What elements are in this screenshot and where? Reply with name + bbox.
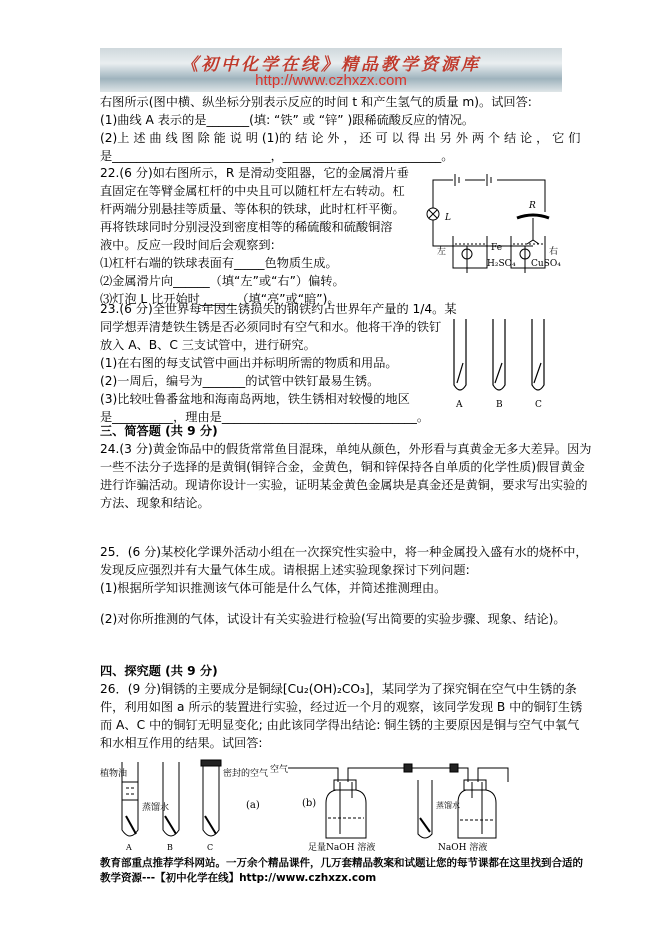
text-line: 直固定在等臂金属杠杆的中央且可以随杠杆左右转动。杠 xyxy=(100,184,405,198)
question-25-part-2: (2)对你所推测的气体，试设计有关实验进行检验(写出简要的实验步骤、现象、结论)。 xyxy=(100,612,566,626)
salt-label: CuSO₄ xyxy=(531,259,561,269)
text-line: 杆两端分别悬挂等质量、等体积的铁球，此时杠杆平衡。 xyxy=(100,202,405,216)
tube-label: A xyxy=(456,400,463,410)
text-line: (2)一周后，编号为_______的试管中铁钉最易生锈。 xyxy=(100,374,380,388)
question-25 xyxy=(100,543,588,597)
lamp-label: L xyxy=(445,213,451,223)
circuit-lever-diagram xyxy=(405,168,565,273)
text-line: 26．(9 分)铜锈的主要成分是铜绿[Cu₂(OH)₂CO₃]，某同学为了探究铜在空气中生锈的条 xyxy=(100,682,577,696)
site-banner xyxy=(100,48,562,92)
text-line: 放入 A、B、C 三支试管中，进行研究。 xyxy=(100,338,316,352)
tube-label: C xyxy=(535,400,542,410)
text-line: 是__________，理由是________________________________。 xyxy=(100,410,430,424)
tube-label: B xyxy=(496,400,503,410)
acid-label: H₂SO₄ xyxy=(487,259,516,269)
text-line: 件，利用如图 a 所示的装置进行实验，经过近一个月的观察，该同学发现 B 中的铜钉生锈 xyxy=(100,700,583,714)
text-line: 23.(6 分)全世界每年因生锈损失的钢铁约占世界年产量的 1/4。某 xyxy=(100,302,457,316)
section-3-heading: 三、简答题 (共 9 分) xyxy=(100,424,218,438)
text-line: 进行诈骗活动。现请你设计一实验，证明某金黄色金属块是真金还是黄铜，要求写出实验的 xyxy=(100,478,588,492)
figure-a-label: (a) xyxy=(246,800,260,811)
text-line: 右图所示(图中横、纵坐标分别表示反应的时间 t 和产生氢气的质量 m)。试回答: xyxy=(100,95,532,109)
sealed-air-label: 密封的空气 xyxy=(223,769,269,779)
text-line: ⑵金属滑片向______（填“左”或“右”）偏转。 xyxy=(100,274,345,288)
text-line: 一些不法分子选择的是黄铜(铜锌合金，金黄色，铜和锌保持各自单质的化学性质)假冒黄金 xyxy=(100,460,585,474)
question-21-continued xyxy=(100,93,580,165)
page-footer xyxy=(100,856,583,886)
section-4-heading: 四、探究题 (共 9 分) xyxy=(100,664,218,678)
banner-title: 《初中化学在线》精品教学资源库 xyxy=(181,55,481,75)
text-line: 25．(6 分)某校化学课外活动小组在一次探究性实验中，将一种金属投入盛有水的烧杯中， xyxy=(100,545,588,559)
text-line: 同学想弄清楚铁生锈是否必须同时有空气和水。他将干净的铁钉 xyxy=(100,320,442,334)
tube-label: A xyxy=(126,843,132,852)
question-26 xyxy=(100,680,582,752)
text-line: 再将铁球同时分别浸没到密度相等的稀硫酸和硫酸铜溶 xyxy=(100,220,393,234)
text-line: 方法、现象和结论。 xyxy=(100,496,210,510)
text-line: ⑴杠杆右端的铁球表面有_____色物质生成。 xyxy=(100,256,338,270)
test-tubes-diagram xyxy=(448,315,558,410)
footer-line: 教学资源---【初中化学在线】http://www.czhxzx.com xyxy=(100,872,377,884)
banner-url: http://www.czhxzx.com xyxy=(255,72,407,89)
left-label: 左 xyxy=(437,247,447,257)
footer-line: 教育部重点推荐学科网站。一万余个精品课件，几万套精品教案和试题让您的每节课都在这里找到合适的 xyxy=(100,857,583,869)
text-line: 是__________________________，__________________________。 xyxy=(100,149,454,163)
question-23 xyxy=(100,300,457,426)
text-line: 液中。反应一段时间后会观察到: xyxy=(100,238,275,252)
tube-label: B xyxy=(167,843,173,852)
text-line: 和水相互作用的结果。试回答: xyxy=(100,736,263,750)
text-line: 发现反应强烈并有大量气体生成。请根据上述实验现象探讨下列问题: xyxy=(100,563,470,577)
naoh-label: NaOH 溶液 xyxy=(438,843,488,853)
text-line: 22.(6 分)如右图所示，R 是滑动变阻器，它的金属滑片垂 xyxy=(100,166,409,180)
right-label: 右 xyxy=(549,247,559,257)
text-line: (2)上 述 曲 线 图 除 能 说 明 (1)的 结 论 外 ， 还 可 以 得 出 另 外 两 个 结 论 ， 它 们 xyxy=(100,131,581,145)
text-line: 而 A、C 中的铜钉无明显变化; 由此该同学得出结论: 铜生锈的主要原因是铜与空气中氧气 xyxy=(100,718,580,732)
water-label: 蒸馏水 xyxy=(436,801,460,810)
tube-label: C xyxy=(207,843,214,852)
question-24 xyxy=(100,440,591,512)
naoh-excess-label: 足量NaOH 溶液 xyxy=(308,843,376,853)
text-line: (1)在右图的每支试管中画出并标明所需的物质和用品。 xyxy=(100,356,398,370)
text-line: ⑶灯泡 L 比开始时______（填“亮”或“暗”)。 xyxy=(100,292,340,306)
text-line: (1)根据所学知识推测该气体可能是什么气体，并简述推测理由。 xyxy=(100,581,447,595)
question-22 xyxy=(100,164,409,308)
fe-label: Fe xyxy=(491,243,503,253)
oil-label: 植物油 xyxy=(100,769,128,779)
water-label: 蒸馏水 xyxy=(142,803,170,813)
text-line: (1)曲线 A 表示的是_______(填: “铁” 或 “锌” )跟稀硫酸反应的情况。 xyxy=(100,113,475,127)
text-line: (3)比较吐鲁番盆地和海南岛两地，铁生锈相对较慢的地区 xyxy=(100,392,410,406)
text-line: 24.(3 分)黄金饰品中的假货常常鱼目混珠，单纯从颜色，外形看与真黄金无多大差异。因为 xyxy=(100,442,592,456)
resistor-label: R xyxy=(529,201,536,211)
gas-washing-apparatus-figure-b xyxy=(268,758,568,853)
figure-b-label: (b) xyxy=(302,798,317,809)
air-label: 空气 xyxy=(270,765,289,775)
